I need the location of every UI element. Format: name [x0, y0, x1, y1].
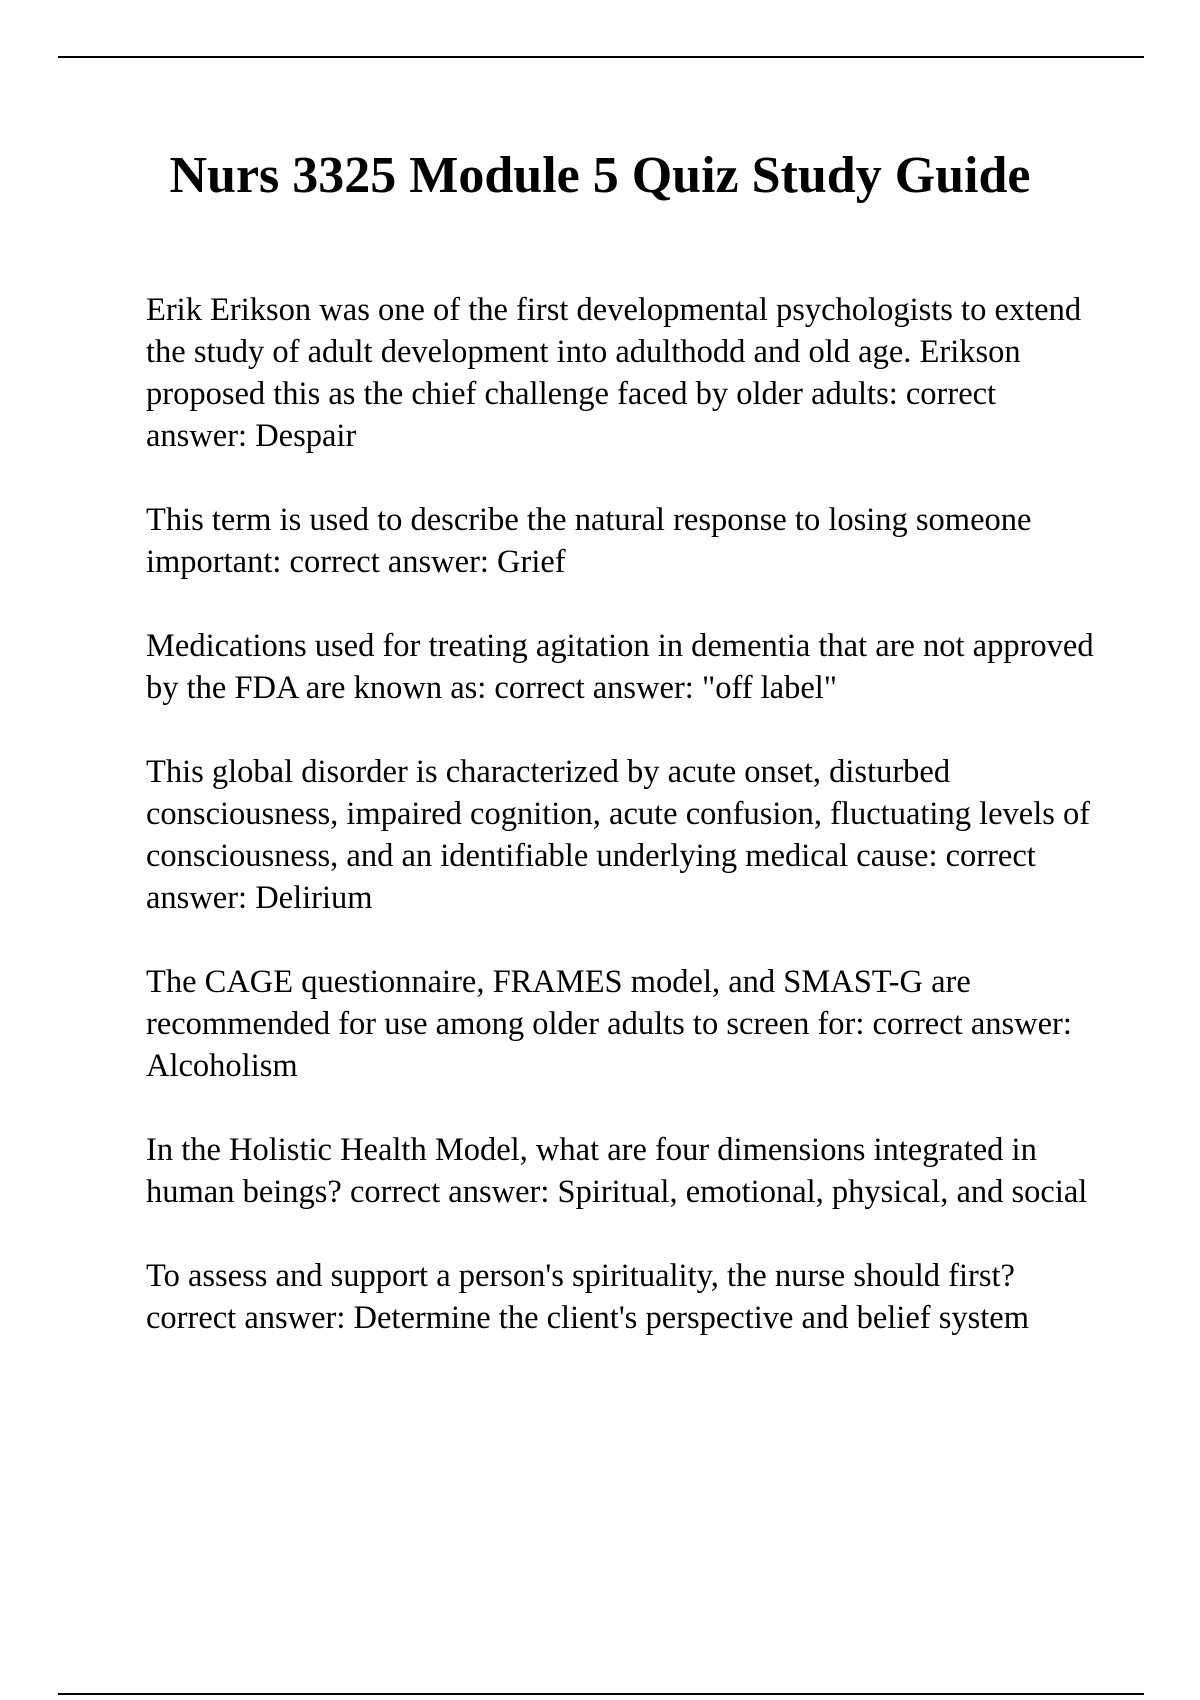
- qa-item-7: To assess and support a person's spirituality, the nurse should first? correct answer: Determine the client's perspective and belief system: [146, 1258, 1029, 1336]
- qa-list: [146, 289, 1096, 1381]
- document-title: Nurs 3325 Module 5 Quiz Study Guide: [169, 147, 1031, 204]
- qa-item-5: The CAGE questionnaire, FRAMES model, and SMAST-G are recommended for use among older adults to screen for: correct answer: Alcoholism: [146, 964, 1072, 1084]
- qa-item-3: Medications used for treating agitation in dementia that are not approved by the FDA are known as: correct answer: "off label": [146, 628, 1094, 706]
- bottom-rule: [58, 1693, 1144, 1695]
- top-rule: [58, 56, 1144, 58]
- qa-item-1: Erik Erikson was one of the first developmental psychologists to extend the study of adult development into adulthodd and old age. Erikson proposed this as the chief challenge faced by older adults: correct answer: Despair: [146, 292, 1082, 454]
- qa-item-6: In the Holistic Health Model, what are four dimensions integrated in human beings? correct answer: Spiritual, emotional, physical, and social: [146, 1132, 1088, 1210]
- qa-item-4: This global disorder is characterized by acute onset, disturbed consciousness, impaired cognition, acute confusion, fluctuating levels of consciousness, and an identifiable underlying medical cause: correct answer: Delirium: [146, 754, 1091, 916]
- qa-item-2: This term is used to describe the natural response to losing someone important: correct answer: Grief: [146, 502, 1032, 580]
